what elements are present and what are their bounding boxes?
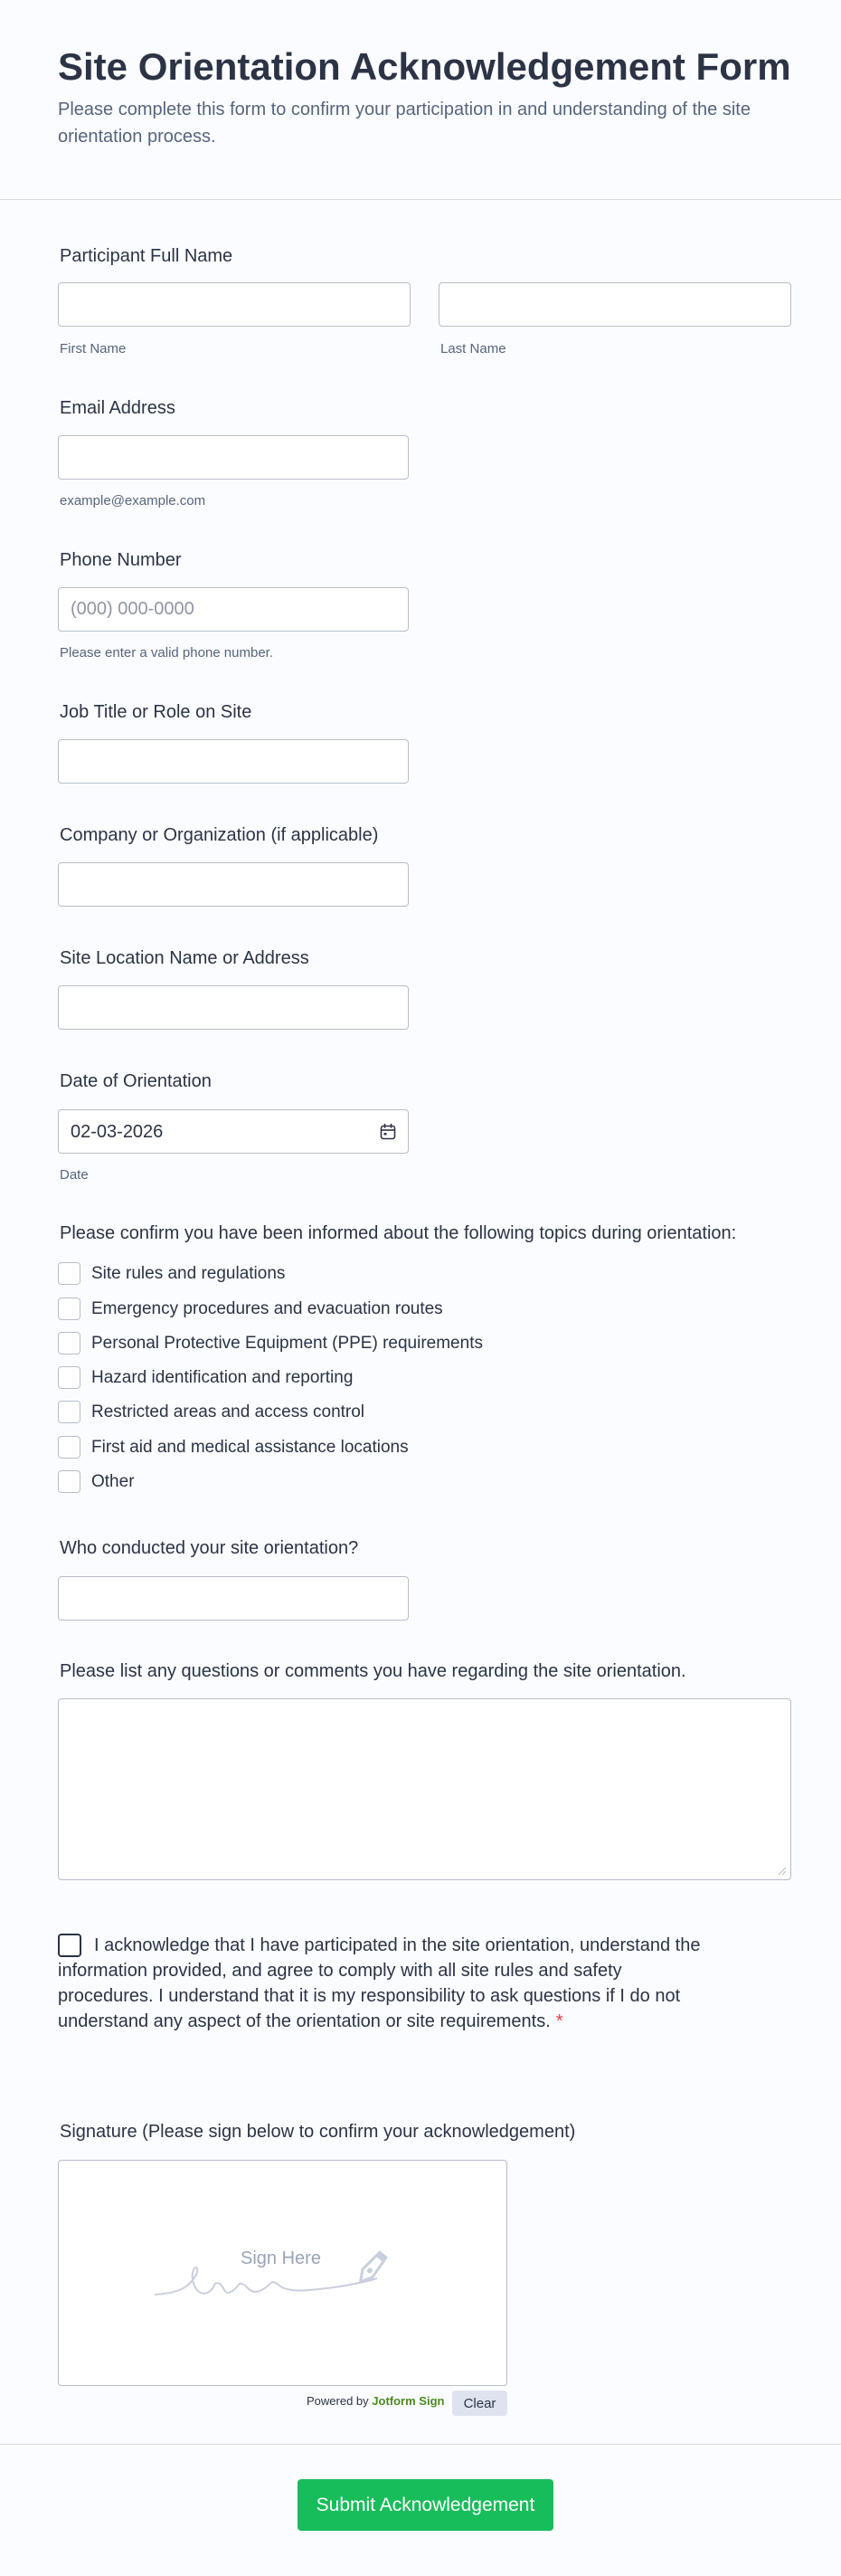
topic-option-label: First aid and medical assistance locations — [91, 1438, 409, 1457]
calendar-icon[interactable] — [379, 1123, 397, 1141]
submit-button[interactable]: Submit Acknowledgement — [298, 2479, 553, 2531]
acknowledgement-text — [58, 1933, 709, 2034]
checkbox[interactable] — [58, 1366, 80, 1389]
last-name-sublabel: Last Name — [440, 341, 506, 356]
date-sublabel: Date — [60, 1167, 89, 1183]
conductor-input[interactable] — [58, 1576, 409, 1621]
clear-signature-button[interactable]: Clear — [452, 2391, 507, 2416]
topics-label: Please confirm you have been informed about the following topics during orientation: — [60, 1223, 737, 1243]
date-input[interactable] — [58, 1109, 409, 1154]
form-header — [0, 0, 841, 200]
date-value: 02-03-2026 — [71, 1122, 164, 1142]
powered-prefix: Powered by — [307, 2394, 369, 2408]
signature-placeholder: Sign Here — [241, 2248, 321, 2268]
topic-option-label: Hazard identification and reporting — [91, 1368, 354, 1387]
topic-option-label: Site rules and regulations — [91, 1264, 286, 1283]
topic-option-label: Emergency procedures and evacuation routes — [91, 1299, 443, 1318]
site-location-input[interactable] — [58, 985, 409, 1030]
acknowledgement-checkbox[interactable] — [58, 1934, 81, 1957]
checkbox[interactable] — [58, 1401, 80, 1423]
topic-option-label: Restricted areas and access control — [91, 1402, 365, 1421]
topic-option-label: Other — [91, 1472, 135, 1491]
checkbox[interactable] — [58, 1436, 80, 1459]
date-label: Date of Orientation — [60, 1071, 212, 1091]
acknowledgement-statement: I acknowledge that I have participated in the site orientation, understand the information provided, and agree to comply with all site rules and safety procedures. I understand that it is my responsibility to ask questions if I do not understand any aspect of the orientation or site requirements. — [58, 1935, 701, 2031]
site-location-label: Site Location Name or Address — [60, 948, 309, 968]
job-title-label: Job Title or Role on Site — [60, 702, 252, 722]
form-description: Please complete this form to confirm your participation in and understanding of the site orientation process. — [58, 100, 751, 147]
last-name-input[interactable] — [439, 282, 791, 327]
comments-label: Please list any questions or comments you have regarding the site orientation. — [60, 1661, 686, 1681]
signature-pad[interactable] — [58, 2160, 507, 2386]
powered-brand[interactable]: Jotform Sign — [372, 2394, 445, 2408]
email-input[interactable] — [58, 435, 409, 480]
conductor-label: Who conducted your site orientation? — [60, 1538, 359, 1558]
company-label: Company or Organization (if applicable) — [60, 825, 379, 845]
phone-input[interactable] — [58, 587, 409, 632]
footer-divider — [0, 2444, 841, 2445]
signature-label: Signature (Please sign below to confirm your acknowledgement) — [60, 2122, 576, 2142]
comments-textarea[interactable] — [58, 1698, 791, 1880]
powered-by — [307, 2394, 444, 2408]
job-title-input[interactable] — [58, 739, 409, 784]
required-mark: * — [555, 2011, 563, 2031]
first-name-sublabel: First Name — [60, 341, 127, 356]
phone-sublabel: Please enter a valid phone number. — [60, 645, 273, 661]
first-name-input[interactable] — [58, 282, 411, 327]
checkbox[interactable] — [58, 1470, 80, 1493]
full-name-label: Participant Full Name — [60, 246, 233, 266]
email-label: Email Address — [60, 398, 175, 418]
company-input[interactable] — [58, 862, 409, 907]
resize-handle-icon[interactable] — [778, 1867, 787, 1876]
form-title: Site Orientation Acknowledgement Form — [58, 45, 791, 88]
topic-option-label: Personal Protective Equipment (PPE) requirements — [91, 1334, 483, 1353]
email-sublabel: example@example.com — [60, 493, 206, 509]
phone-label: Phone Number — [60, 550, 182, 570]
checkbox[interactable] — [58, 1298, 80, 1320]
checkbox[interactable] — [58, 1332, 80, 1355]
checkbox[interactable] — [58, 1262, 80, 1285]
